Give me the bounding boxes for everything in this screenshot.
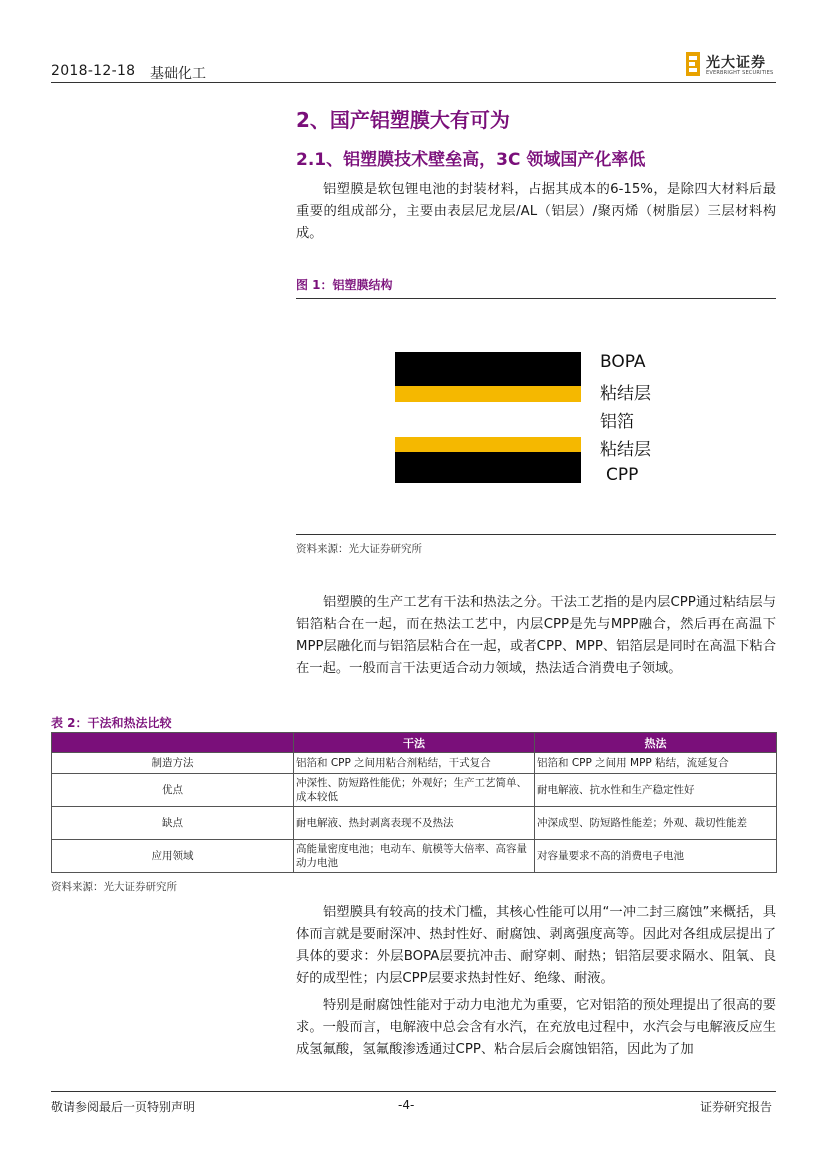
logo-subtitle: EVERBRIGHT SECURITIES	[706, 70, 774, 76]
page-number: -4-	[398, 1098, 415, 1112]
header-divider	[51, 82, 776, 83]
comparison-table	[51, 732, 777, 873]
cell-dry: 耐电解液、热封剥离表现不及热法	[294, 807, 535, 840]
table-row	[52, 807, 777, 840]
row-label: 缺点	[52, 807, 294, 840]
table-row	[52, 840, 777, 873]
table-row	[52, 753, 777, 774]
cell-dry: 冲深性、防短路性能优；外观好；生产工艺简单、成本较低	[294, 774, 535, 807]
cell-hot: 铝箔和 CPP 之间用 MPP 粘结，流延复合	[535, 753, 777, 774]
layer-bopa	[395, 352, 581, 386]
cell-hot: 对容量要求不高的消费电子电池	[535, 840, 777, 873]
layer-adhesive-bottom	[395, 437, 581, 452]
cell-hot: 耐电解液、抗水性和生产稳定性好	[535, 774, 777, 807]
footer-disclaimer: 敬请参阅最后一页特别声明	[51, 1100, 196, 1114]
report-date: 2018-12-18	[51, 63, 136, 79]
figure-title: 图 1：铝塑膜结构	[296, 278, 393, 292]
cell-hot: 冲深成型、防短路性能差；外观、裁切性能差	[535, 807, 777, 840]
table-header-dry: 干法	[294, 733, 535, 753]
table-header-hot: 热法	[535, 733, 777, 753]
paragraph-requirements: 铝塑膜具有较高的技术门槛，其核心性能可以用“一冲二封三腐蚀”来概括，具体而言就是要耐深冲、热封性好、耐腐蚀、剥离强度高等。因此对各组成层提出了具体的要求：外层BOPA层要抗冲击、耐穿刺、耐热；铝箔层要求隔水、阻氧、良好的成型性；内层CPP层要求热封性好、绝缘、耐液。	[296, 905, 776, 986]
paragraph-corrosion: 特别是耐腐蚀性能对于动力电池尤为重要，它对铝箔的预处理提出了很高的要求。一般而言，电解液中总会含有水汽，在充放电过程中，水汽会与电解液反应生成氢氟酸，氢氟酸渗透通过CPP、粘合层后会腐蚀铝箔，因此为了加	[296, 998, 776, 1057]
row-label: 应用领域	[52, 840, 294, 873]
table-title: 表 2：干法和热法比较	[51, 716, 172, 730]
label-adhesive-bottom: 粘结层	[600, 440, 651, 460]
subsection-heading: 2.1、铝塑膜技术壁垒高，3C 领域国产化率低	[296, 150, 646, 170]
figure-source: 资料来源：光大证券研究所	[296, 543, 422, 555]
table-row	[52, 774, 777, 807]
label-aluminum-foil: 铝箔	[600, 412, 634, 432]
paragraph-intro: 铝塑膜是软包锂电池的封装材料，占据其成本的6-15%，是除四大材料后最重要的组成部分，主要由表层尼龙层/AL（铝层）/聚丙烯（树脂层）三层材料构成。	[296, 182, 776, 241]
report-category: 基础化工	[150, 66, 206, 82]
label-adhesive-top: 粘结层	[600, 384, 651, 404]
footer-report-type: 证券研究报告	[700, 1100, 773, 1114]
row-label: 优点	[52, 774, 294, 807]
cell-dry: 铝箔和 CPP 之间用粘合剂粘结，干式复合	[294, 753, 535, 774]
label-cpp: CPP	[606, 465, 639, 485]
table-header-row	[52, 733, 777, 753]
footer-divider	[51, 1091, 776, 1092]
figure-bottom-rule	[296, 534, 776, 535]
figure-top-rule	[296, 298, 776, 299]
cell-dry: 高能量密度电池；电动车、航模等大倍率、高容量动力电池	[294, 840, 535, 873]
paragraph-process: 铝塑膜的生产工艺有干法和热法之分。干法工艺指的是内层CPP通过粘结层与铝箔粘合在一起，而在热法工艺中，内层CPP是先与MPP融合，然后再在高温下MPP层融化而与铝箔层粘合在一起，或者CPP、MPP、铝箔层是同时在高温下粘合在一起。一般而言干法更适合动力领域，热法适合消费电子领域。	[296, 595, 776, 676]
layer-adhesive-top	[395, 386, 581, 402]
table-source: 资料来源：光大证券研究所	[51, 881, 177, 893]
row-label: 制造方法	[52, 753, 294, 774]
logo-name: 光大证券	[706, 55, 766, 71]
layer-cpp	[395, 452, 581, 483]
table-header-blank	[52, 733, 294, 753]
section-heading: 2、国产铝塑膜大有可为	[296, 108, 510, 132]
label-bopa: BOPA	[600, 352, 646, 372]
